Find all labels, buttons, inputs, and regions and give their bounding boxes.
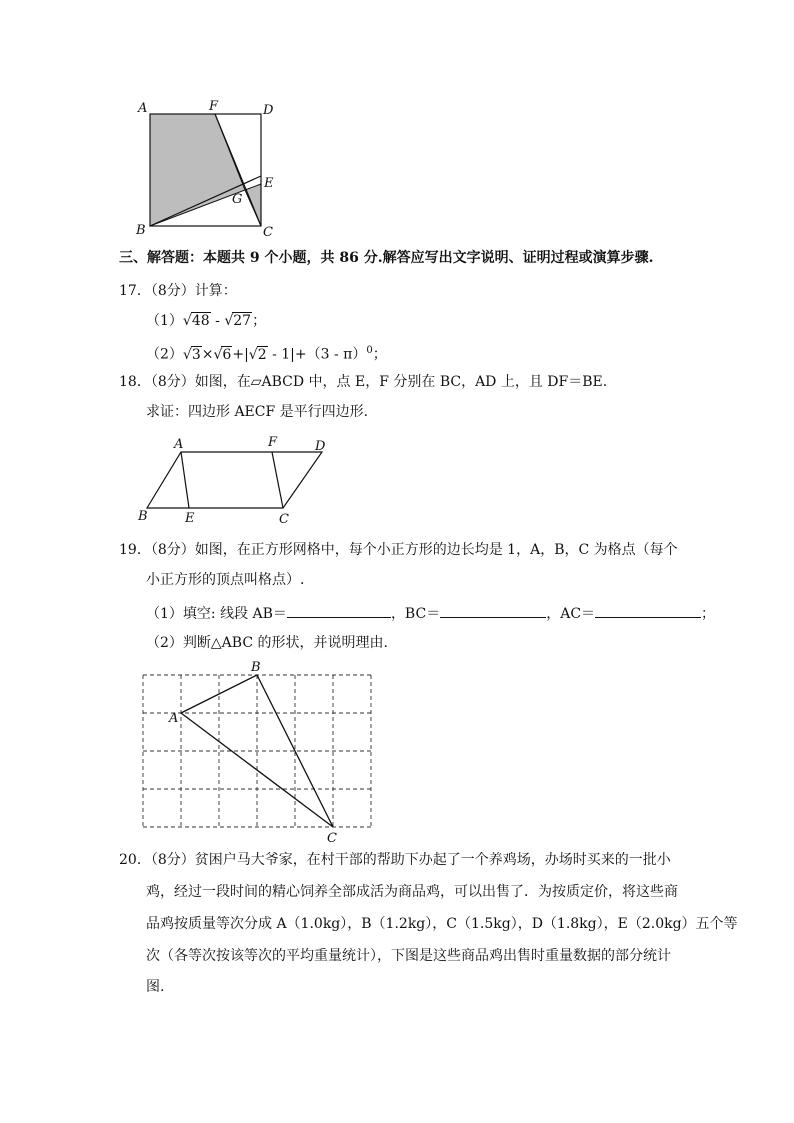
q17-p2-exp: 0 [366,345,373,356]
sqrt-2: √2 [248,346,267,363]
q18-line1: 18．（8分）如图，在▱ABCD 中，点 E，F 分别在 BC，AD 上，且 DF＝BE. [119,374,608,390]
label-f: F [209,99,219,114]
dashed-grid [143,675,371,827]
q20-line2: 鸡，经过一段时间的精心饲养全部成活为商品鸡，可以出售了．为按质定价，将这些商 [146,884,678,900]
label-b: B [136,223,146,236]
q17-part1 [146,312,266,330]
label-b: B [138,509,148,524]
q17-p2-label: （2） [146,346,183,363]
q17-p2-times: × [201,346,214,363]
sqrt-3: √3 [182,346,201,363]
label-e: E [264,176,274,191]
label-d: D [315,439,326,454]
segment-fc [272,452,283,508]
sqrt-27: √27 [224,313,252,329]
q19-fill-end: ； [701,606,716,622]
label-c: C [327,831,337,846]
q17-p2-end: ； [372,346,387,363]
sqrt-48: √48 [182,313,210,329]
q17-heading: 17．（8分）计算： [119,283,237,299]
answer-blank-bc[interactable] [440,603,546,618]
label-a: A [138,101,148,116]
q20-line4: 次（各等次按该等次的平均重量统计），下图是这些商品鸡出售时重量数据的部分统计 [146,948,671,964]
q19-bc-label: ，BC＝ [390,606,441,622]
sqrt-6: √6 [213,346,232,363]
shaded-region [150,114,245,226]
q19-fill-in [146,603,715,623]
label-b: B [251,660,261,675]
grid-figure-q19 [132,656,382,848]
label-f: F [268,435,278,450]
q17-p2-plus: +| [232,346,249,363]
label-d: D [263,103,274,118]
label-c: C [279,512,289,527]
label-g: G [232,192,243,207]
q17-p1-minus: - [210,313,225,329]
answer-blank-ac[interactable] [595,603,701,618]
sqrt-2-arg: 2 [257,346,267,363]
q17-p2-rest: - 1|+（3 - π） [267,346,367,363]
q17-p1-end: ； [252,313,267,329]
segment-ae [181,452,189,508]
q19-ab-label: （1）填空: 线段 AB＝ [146,606,287,622]
q18-line2: 求证：四边形 AECF 是平行四边形. [146,404,369,420]
label-a: A [169,711,179,726]
q17-p1-label: （1） [146,313,183,329]
q17-part2 [146,342,387,364]
q19-line1: 19．（8分）如图，在正方形网格中，每个小正方形的边长均是 1，A，B，C 为格点（每个 [119,542,678,558]
parallelogram-abcd [147,452,322,508]
sqrt-6-arg: 6 [222,346,232,363]
sqrt-3-arg: 3 [191,346,201,363]
q19-line2: 小正方形的顶点叫格点）. [146,572,305,588]
q19-ac-label: ，AC＝ [546,606,596,622]
q20-line5: 图. [146,979,165,995]
parallelogram-figure-q18 [132,432,332,528]
q20-line1: 20．（8分）贫困户马大爷家，在村干部的帮助下办起了一个养鸡场，办场时买来的一批小 [119,852,671,868]
label-e: E [185,511,195,526]
section-heading: 三、解答题：本题共 9 个小题，共 86 分.解答应写出文字说明、证明过程或演算步骤. [119,250,654,266]
label-c: C [263,225,273,236]
sqrt-27-arg: 27 [233,313,252,329]
q20-line3: 品鸡按质量等次分成 A（1.0kg），B（1.2kg），C（1.5kg），D（1.8kg），E（2.0kg）五个等 [146,916,738,932]
square-figure-q16 [132,96,292,236]
answer-blank-ab[interactable] [287,603,391,618]
sqrt-48-arg: 48 [191,313,210,329]
q19-part2: （2）判断△ABC 的形状，并说明理由. [146,635,388,651]
label-a: A [174,437,184,452]
